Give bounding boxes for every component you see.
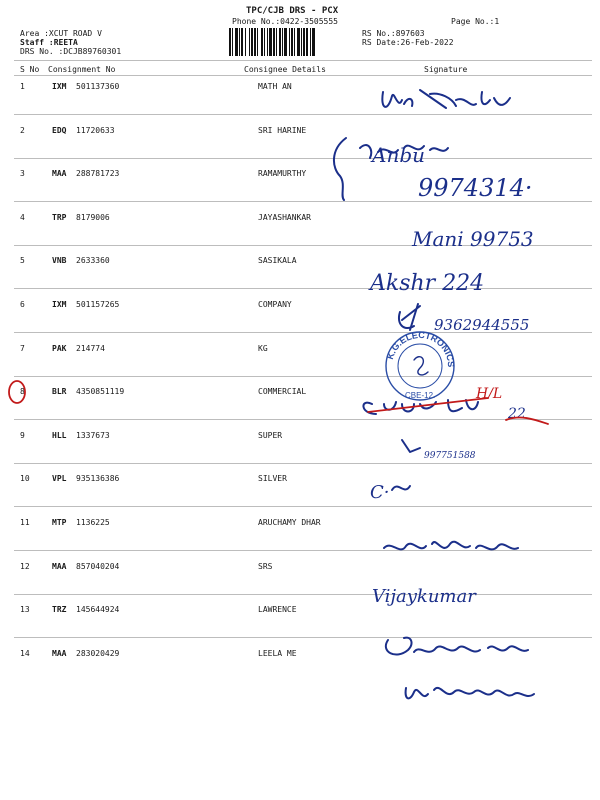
row-consignment-number: 8179006 [76,213,110,222]
row-consignment-number: 501137360 [76,82,120,91]
row-consignee: RAMAMURTHY [258,169,307,178]
staff-label: Staff :REETA [20,38,78,47]
signature-row-4: Mani 99753 [412,227,534,251]
signature-row-8 [363,400,478,414]
signature-row-3-phone: 9974314· [418,174,533,202]
row-sno: 9 [20,431,25,440]
row-sno: 13 [20,605,30,614]
row-consignment-number: 1136225 [76,518,110,527]
signature-row-9-phone: 997751588 [424,451,476,461]
signature-row-8-number: 22 [508,406,526,422]
row-consignment-code: MTP [52,518,67,527]
row-consignment-number: 935136386 [76,474,120,483]
row-consignment-number: 2633360 [76,256,110,265]
signature-row-14 [406,688,534,699]
row-consignment-code: HLL [52,431,67,440]
row-consignment-number: 145644924 [76,605,120,614]
col-header-sno: S No [20,65,40,74]
stamp-subtext: CBE-12. [405,391,436,400]
col-header-consignee: Consignee Details [244,65,326,74]
row-sno: 1 [20,82,25,91]
row-consignee: COMPANY [258,300,292,309]
row-consignment-number: 11720633 [76,126,115,135]
row-sno: 5 [20,256,25,265]
row-consignee: LEELA ME [258,649,297,658]
row-consignment-code: IXM [52,82,67,91]
company-stamp [385,330,456,400]
signature-row-1 [382,90,510,108]
area-label: Area :XCUT ROAD V [20,29,102,38]
row-sno: 8 [20,387,25,396]
signature-row-5: Akshr 224 [370,271,485,296]
row-consignee: SRI HARINE [258,126,307,135]
col-header-consignment: Consignment No [48,65,116,74]
row-consignment-code: EDQ [52,126,67,135]
row-consignment-code: MAA [52,649,67,658]
row-consignee: SASIKALA [258,256,297,265]
row-consignment-code: MAA [52,169,67,178]
row-sno: 14 [20,649,30,658]
signature-row-6-phone: 9362944555 [434,316,530,334]
signature-row-10-flourish [392,486,410,490]
row-consignment-code: MAA [52,562,67,571]
signature-row-2-text: Anbu [372,143,426,167]
svg-text:K.G.ELECTRONICS [385,330,456,368]
row-consignment-code: BLR [52,387,67,396]
rs-date: RS Date:26-Feb-2022 [362,38,454,47]
signature-row-11 [384,542,518,550]
row-consignment-number: 1337673 [76,431,110,440]
row-consignment-number: 288781723 [76,169,120,178]
row-consignee: LAWRENCE [258,605,297,614]
row-consignee: JAYASHANKAR [258,213,311,222]
row-consignment-code: TRZ [52,605,67,614]
row-consignee: COMMERCIAL [258,387,307,396]
row-sno: 4 [20,213,25,222]
row-consignment-code: IXM [52,300,67,309]
row-sno: 2 [20,126,25,135]
signature-row-9-check [402,440,420,452]
row-consignment-number: 857040204 [76,562,120,571]
row-consignee: MATH AN [258,82,292,91]
row-sno: 10 [20,474,30,483]
row-consignee: ARUCHAMY DHAR [258,518,321,527]
signature-row-6-mark [399,304,420,330]
signature-row-8-fraction: H/L [476,386,503,402]
row-sno: 7 [20,344,25,353]
signature-row-10: C· [370,482,390,503]
rs-number: RS No.:897603 [362,29,425,38]
phone-number: Phone No.:0422-3505555 [232,17,338,26]
stamp-text: K.G.ELECTRONICS [384,329,457,368]
row-sno: 11 [20,518,30,527]
signature-row-12: Vijaykumar [372,586,476,607]
signature-row-13 [386,638,528,655]
sheet-title: TPC/CJB DRS - PCX [246,6,339,16]
row-consignee: SRS [258,562,273,571]
row-consignment-code: VNB [52,256,67,265]
col-header-signature: Signature [424,65,468,74]
row-consignment-number: 501157265 [76,300,120,309]
drs-number: DRS No. :DCJB89760301 [20,47,122,56]
row-consignee: SUPER [258,431,283,440]
row-sno: 6 [20,300,25,309]
row-consignment-number: 4350851119 [76,387,125,396]
row-consignment-code: VPL [52,474,67,483]
row-consignment-code: TRP [52,213,67,222]
row-sno: 12 [20,562,30,571]
row-consignment-number: 214774 [76,344,105,353]
row-8-circle-mark [9,381,25,403]
row-consignee: SILVER [258,474,287,483]
row-sno: 3 [20,169,25,178]
row-consignee: KG [258,344,268,353]
signature-row-8-strike [368,398,488,412]
row-consignment-number: 283020429 [76,649,120,658]
row-consignment-code: PAK [52,344,67,353]
page-number: Page No.:1 [451,17,500,26]
